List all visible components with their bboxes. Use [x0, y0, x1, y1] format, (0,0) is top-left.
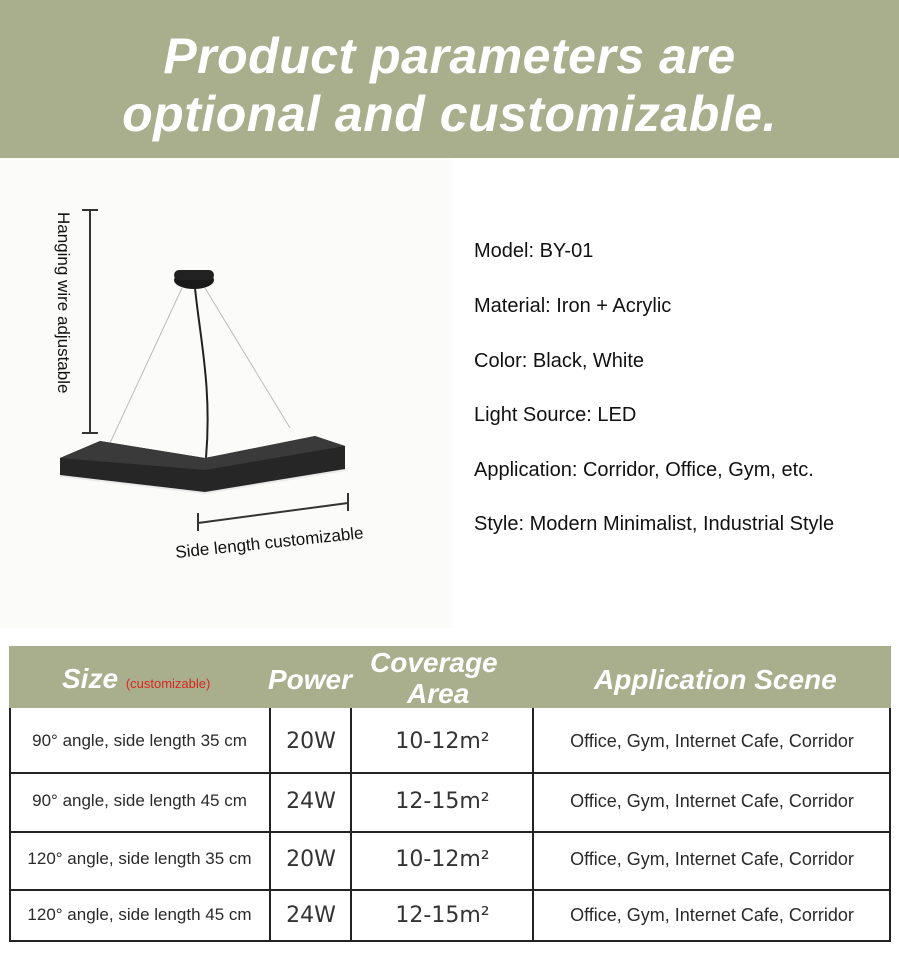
table-row	[9, 772, 891, 830]
spec-style: Style: Modern Minimalist, Industrial Style	[474, 513, 835, 535]
header-power: Power	[268, 664, 353, 695]
pendant-lamp-illustration	[0, 158, 452, 628]
cell-size: 90° angle, side length 35 cm	[32, 731, 247, 750]
cell-size: 120° angle, side length 35 cm	[27, 849, 252, 868]
cell-application-scene: Office, Gym, Internet Cafe, Corridor	[570, 790, 854, 811]
table-divider	[9, 889, 891, 891]
table-body	[9, 708, 891, 942]
spec-model: Model: BY-01	[474, 240, 594, 262]
table-divider	[350, 708, 352, 942]
cell-coverage-area: 12-15m²	[395, 788, 490, 814]
hanging-wire-label: Hanging wire adjustable	[54, 212, 73, 394]
table-divider	[9, 772, 891, 774]
cell-coverage-area: 10-12m²	[395, 846, 490, 872]
table-border-right	[889, 708, 891, 942]
cell-application-scene: Office, Gym, Internet Cafe, Corridor	[570, 848, 854, 869]
cell-power: 20W	[286, 846, 336, 872]
cell-application-scene: Office, Gym, Internet Cafe, Corridor	[570, 904, 854, 925]
cell-coverage-area: 12-15m²	[395, 902, 490, 928]
header-size-label: Size	[62, 663, 119, 694]
header-size-note: (customizable)	[125, 676, 211, 691]
header-coverage-line-2: Area	[407, 678, 470, 709]
table-row	[9, 830, 891, 888]
table-row	[9, 712, 891, 770]
spec-material: Material: Iron + Acrylic	[474, 295, 672, 317]
cell-power: 20W	[286, 728, 336, 754]
cell-size: 120° angle, side length 45 cm	[27, 905, 252, 924]
banner-title-line-1: Product parameters are	[163, 28, 736, 84]
side-length-label: Side length customizable	[174, 523, 365, 562]
cell-application-scene: Office, Gym, Internet Cafe, Corridor	[570, 730, 854, 751]
table-divider	[532, 708, 534, 942]
header-coverage-line-1: Coverage	[370, 647, 498, 678]
cell-size: 90° angle, side length 45 cm	[32, 791, 247, 810]
spec-color: Color: Black, White	[474, 350, 645, 372]
parameter-table	[9, 646, 891, 942]
table-row	[9, 886, 891, 944]
header-application-scene: Application Scene	[594, 664, 837, 695]
header-size	[62, 663, 210, 695]
product-photo	[0, 158, 452, 628]
cell-coverage-area: 10-12m²	[395, 728, 490, 754]
table-border-bottom	[9, 940, 891, 942]
banner-title-line-2: optional and customizable.	[122, 86, 777, 142]
cell-power: 24W	[286, 902, 336, 928]
cell-power: 24W	[286, 788, 336, 814]
spec-application: Application: Corridor, Office, Gym, etc.	[474, 459, 814, 481]
spec-light-source: Light Source: LED	[474, 404, 637, 426]
table-divider	[9, 831, 891, 833]
table-border-left	[9, 708, 11, 942]
table-header	[9, 646, 891, 708]
table-divider	[269, 708, 271, 942]
title-banner	[0, 0, 899, 158]
